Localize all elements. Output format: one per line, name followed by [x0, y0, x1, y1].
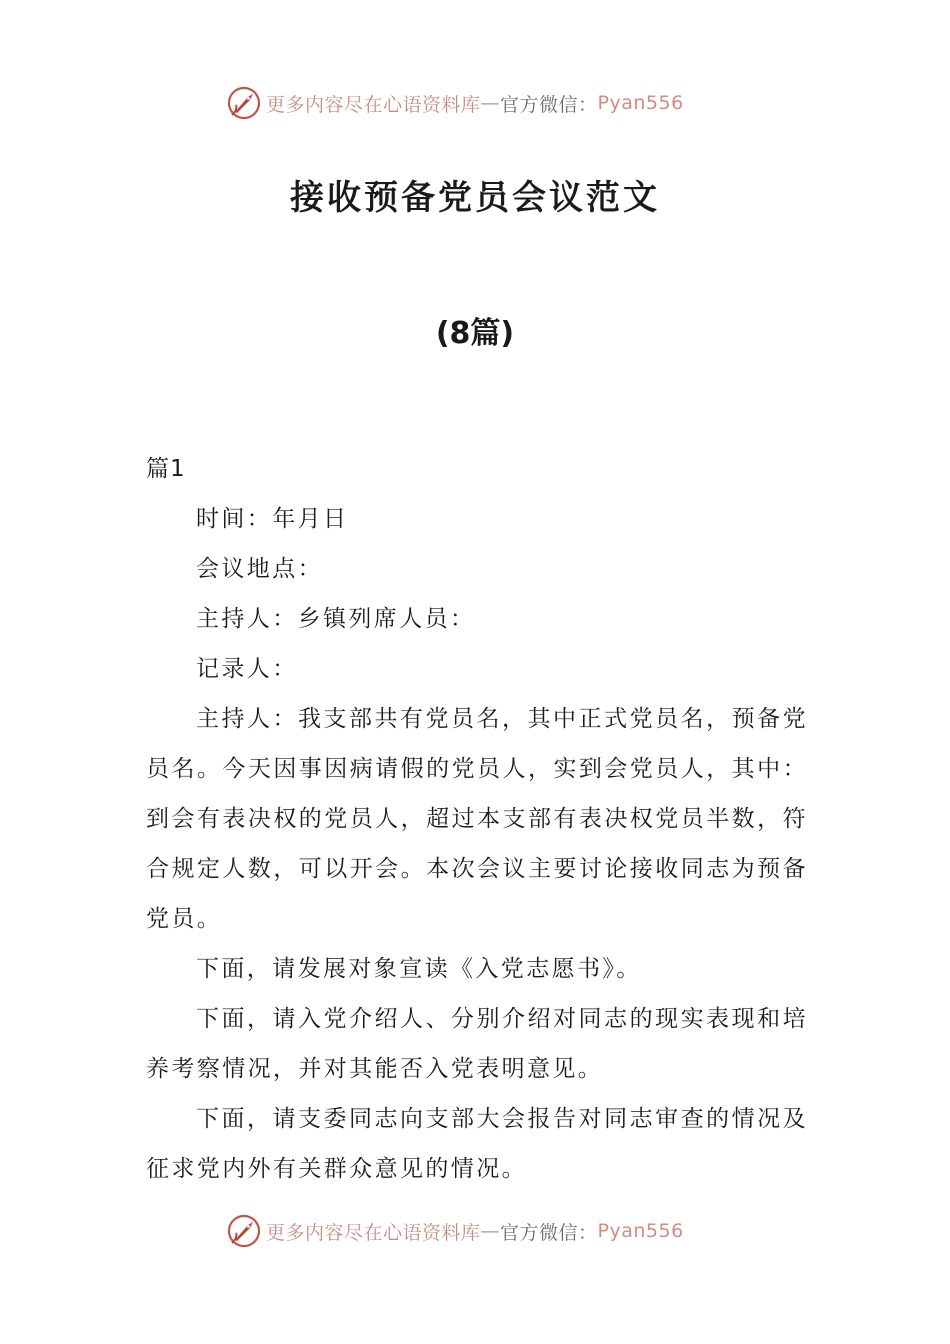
- header-watermark-banner: [226, 83, 786, 123]
- banner-wechat-account: Pyan556: [597, 92, 684, 114]
- banner-separator: —: [480, 92, 501, 114]
- meeting-recorder: 记录人：: [196, 656, 298, 682]
- pen-nib-logo-icon: [226, 1213, 262, 1249]
- meeting-location: 会议地点：: [196, 556, 323, 582]
- document-subtitle: (8篇): [435, 316, 515, 351]
- meeting-host: 主持人：乡镇列席人员：: [196, 606, 476, 632]
- footer-watermark-banner: [226, 1211, 786, 1251]
- banner-wechat-label: 官方微信：: [500, 93, 598, 116]
- body-paragraph: 下面，请入党介绍人、分别介绍对同志的现实表现和培养考察情况，并对其能否入党表明意见。: [146, 1006, 808, 1082]
- document-body: [146, 444, 808, 1194]
- body-paragraph: 下面，请支委同志向支部大会报告对同志审查的情况及征求党内外有关群众意见的情况。: [146, 1106, 808, 1182]
- banner-brand-text: 更多内容尽在心语资料库: [266, 1221, 481, 1244]
- body-paragraph: 下面，请发展对象宣读《入党志愿书》。: [196, 956, 642, 982]
- banner-wechat-account: Pyan556: [597, 1220, 684, 1242]
- document-title: 接收预备党员会议范文: [290, 178, 660, 218]
- pen-nib-logo-icon: [226, 85, 262, 121]
- section-heading: 篇1: [146, 456, 186, 482]
- banner-separator: —: [480, 1220, 501, 1242]
- banner-brand-text: 更多内容尽在心语资料库: [266, 93, 481, 116]
- meeting-time: 时间：年月日: [196, 506, 349, 532]
- banner-wechat-label: 官方微信：: [500, 1221, 598, 1244]
- body-paragraph: 主持人：我支部共有党员名，其中正式党员名，预备党员名。今天因事因病请假的党员人，实到会党员人，其中：到会有表决权的党员人，超过本支部有表决权党员半数，符合规定人数，可以开会。本次会议主要讨论接收同志为预备党员。: [146, 706, 808, 932]
